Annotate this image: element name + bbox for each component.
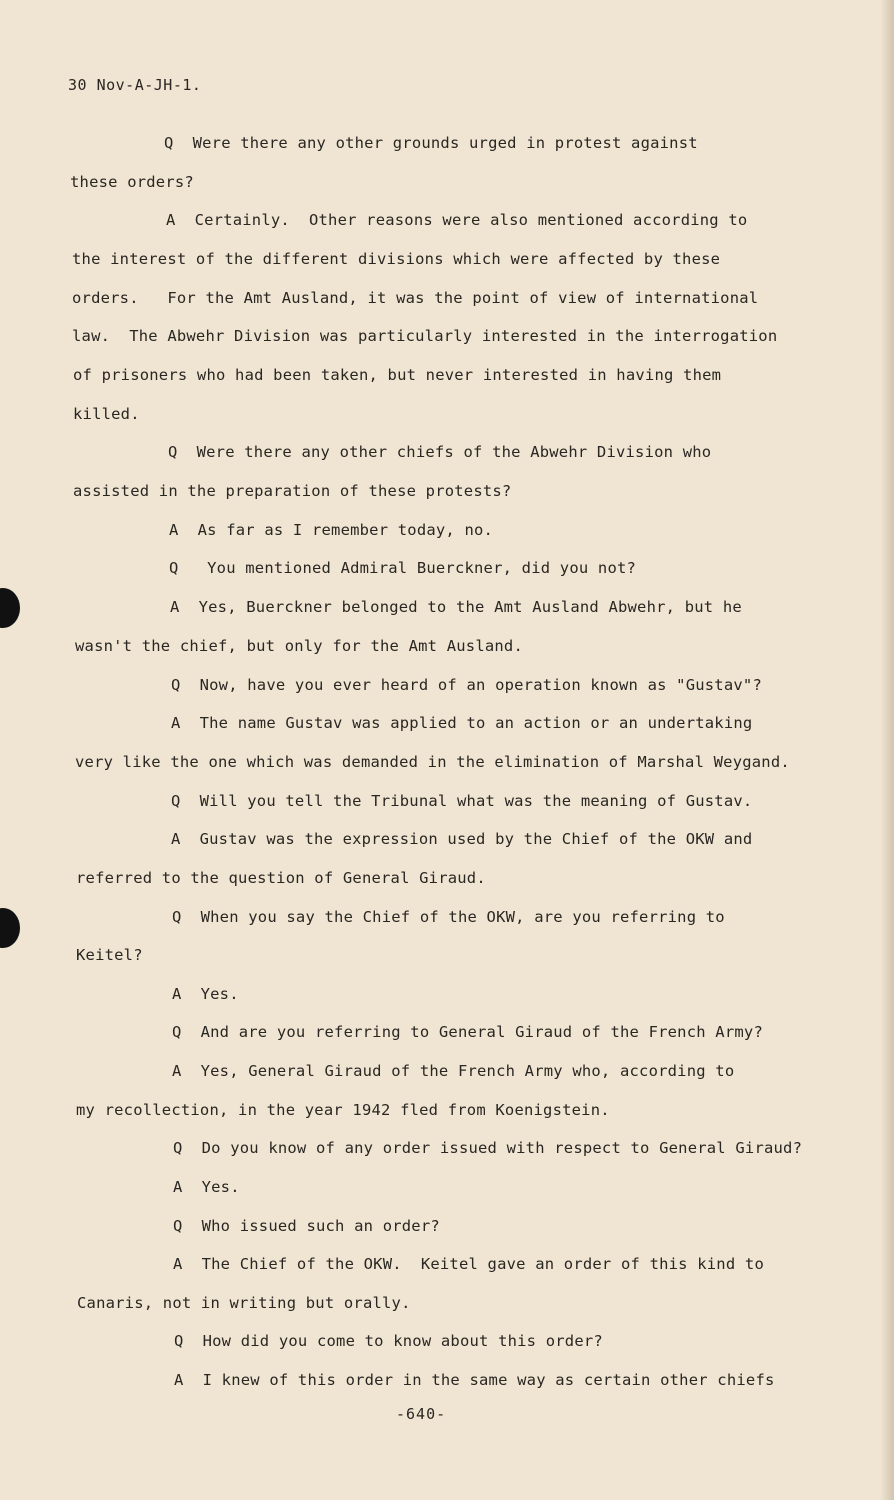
transcript-line: Q How did you come to know about this order? <box>174 1332 603 1350</box>
page-edge-shadow <box>880 0 894 1500</box>
transcript-line: A Gustav was the expression used by the Chief of the OKW and <box>171 830 753 848</box>
transcript-line: A Yes. <box>173 1178 240 1196</box>
transcript-line: Q Do you know of any order issued with respect to General Giraud? <box>173 1139 803 1157</box>
punch-hole-lower <box>0 908 20 948</box>
transcript-line: the interest of the different divisions which were affected by these <box>72 250 721 268</box>
transcript-line: Q You mentioned Admiral Buerckner, did you not? <box>169 559 637 577</box>
transcript-line: A Certainly. Other reasons were also mentioned according to <box>166 211 748 229</box>
transcript-line: Q Were there any other grounds urged in protest against <box>164 134 698 152</box>
transcript-line: Q Were there any other chiefs of the Abwehr Division who <box>168 443 712 461</box>
transcript-line: Keitel? <box>76 946 143 964</box>
transcript-line: A I knew of this order in the same way as certain other chiefs <box>174 1371 775 1389</box>
transcript-line: Q And are you referring to General Giraud of the French Army? <box>172 1023 763 1041</box>
transcript-line: very like the one which was demanded in the elimination of Marshal Weygand. <box>75 753 790 771</box>
transcript-line: Q When you say the Chief of the OKW, are you referring to <box>172 908 725 926</box>
punch-hole-upper <box>0 588 20 628</box>
transcript-line: orders. For the Amt Ausland, it was the point of view of international <box>72 289 759 307</box>
transcript-line: Q Who issued such an order? <box>173 1217 440 1235</box>
document-header: 30 Nov-A-JH-1. <box>68 76 202 94</box>
transcript-line: A Yes. <box>172 985 239 1003</box>
transcript-line: A Yes, Buerckner belonged to the Amt Ausland Abwehr, but he <box>170 598 742 616</box>
transcript-line: wasn't the chief, but only for the Amt Ausland. <box>75 637 523 655</box>
transcript-line: my recollection, in the year 1942 fled from Koenigstein. <box>76 1101 610 1119</box>
transcript-line: Canaris, not in writing but orally. <box>77 1294 411 1312</box>
page-number: -640- <box>396 1405 447 1423</box>
transcript-line: referred to the question of General Giraud. <box>76 869 486 887</box>
transcript-line: law. The Abwehr Division was particularly interested in the interrogation <box>72 327 778 345</box>
transcript-line: Q Will you tell the Tribunal what was the meaning of Gustav. <box>171 792 753 810</box>
transcript-line: these orders? <box>70 173 194 191</box>
transcript-line: A The name Gustav was applied to an action or an undertaking <box>171 714 753 732</box>
transcript-line: A Yes, General Giraud of the French Army who, according to <box>172 1062 735 1080</box>
transcript-line: A As far as I remember today, no. <box>169 521 494 539</box>
transcript-line: A The Chief of the OKW. Keitel gave an order of this kind to <box>173 1255 764 1273</box>
transcript-line: killed. <box>73 405 140 423</box>
transcript-line: of prisoners who had been taken, but never interested in having them <box>73 366 722 384</box>
transcript-line: Q Now, have you ever heard of an operation known as "Gustav"? <box>171 676 762 694</box>
transcript-line: assisted in the preparation of these protests? <box>73 482 512 500</box>
